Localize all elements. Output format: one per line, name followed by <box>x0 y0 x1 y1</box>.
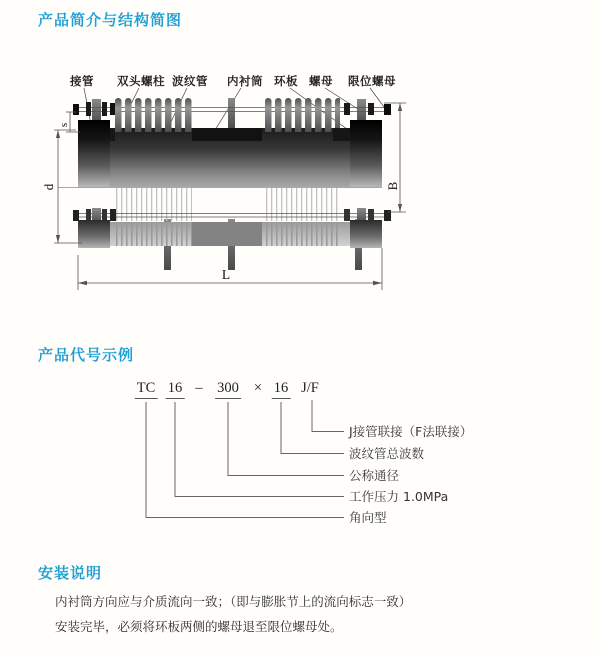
install-line-1: 内衬筒方向应与介质流向一致；（即与膨胀节上的流向标志一致） <box>55 594 412 609</box>
dim-label-s: s <box>58 122 70 128</box>
bellows-reflection <box>115 188 340 221</box>
code-segment-diameter: 300 <box>215 380 241 399</box>
part-label-ring-plate: 环板 <box>274 74 298 88</box>
bellows-left <box>115 98 192 132</box>
code-segment-dash: – <box>195 380 203 396</box>
part-label-inner-liner: 内衬筒 <box>227 74 263 88</box>
dimension-d <box>41 130 82 243</box>
install-instructions <box>55 594 555 644</box>
code-note-type: 角向型 <box>349 510 387 525</box>
joint-body-lower <box>78 220 382 248</box>
code-note-diameter: 公称通径 <box>349 468 400 483</box>
dimension-B <box>384 103 406 212</box>
expansion-joint-drawing <box>40 62 470 300</box>
structure-diagram <box>40 62 470 300</box>
dim-label-d: d <box>41 183 56 191</box>
ring-plate-band <box>333 128 350 141</box>
part-label-nut: 螺母 <box>309 74 333 88</box>
code-note-waves: 波纹管总波数 <box>349 446 425 461</box>
code-note-pressure: 工作压力 1.0MPa <box>349 489 449 504</box>
section-title-install: 安装说明 <box>38 564 103 582</box>
section-title-intro: 产品简介与结构简图 <box>38 11 183 29</box>
section-title-code: 产品代号示例 <box>38 346 135 364</box>
code-segment-times: × <box>253 380 263 396</box>
dim-label-L: L <box>221 267 231 282</box>
code-note-connection: J接管联接（F法联接） <box>349 424 473 439</box>
code-connector-lines <box>130 398 360 528</box>
code-segment-waves: 16 <box>272 380 291 399</box>
bellows-right <box>265 98 340 132</box>
part-label-double-end-stud: 双头螺柱 <box>117 74 165 88</box>
pipe-end-left <box>78 120 110 187</box>
code-segment-connection: J/F <box>301 380 319 396</box>
dim-label-B: B <box>385 181 400 191</box>
part-label-limit-nut: 限位螺母 <box>348 74 396 88</box>
pipe-end-right <box>350 120 382 187</box>
code-segment-type: TC <box>135 380 158 399</box>
inner-liner-band <box>192 128 262 141</box>
part-label-connecting-pipe: 接管 <box>70 74 94 88</box>
part-label-bellows: 波纹管 <box>172 74 208 88</box>
install-line-2: 安装完毕，必须将环板两侧的螺母退至限位螺母处。 <box>55 619 343 634</box>
code-segment-pressure: 16 <box>166 380 185 399</box>
part-labels <box>69 74 396 88</box>
